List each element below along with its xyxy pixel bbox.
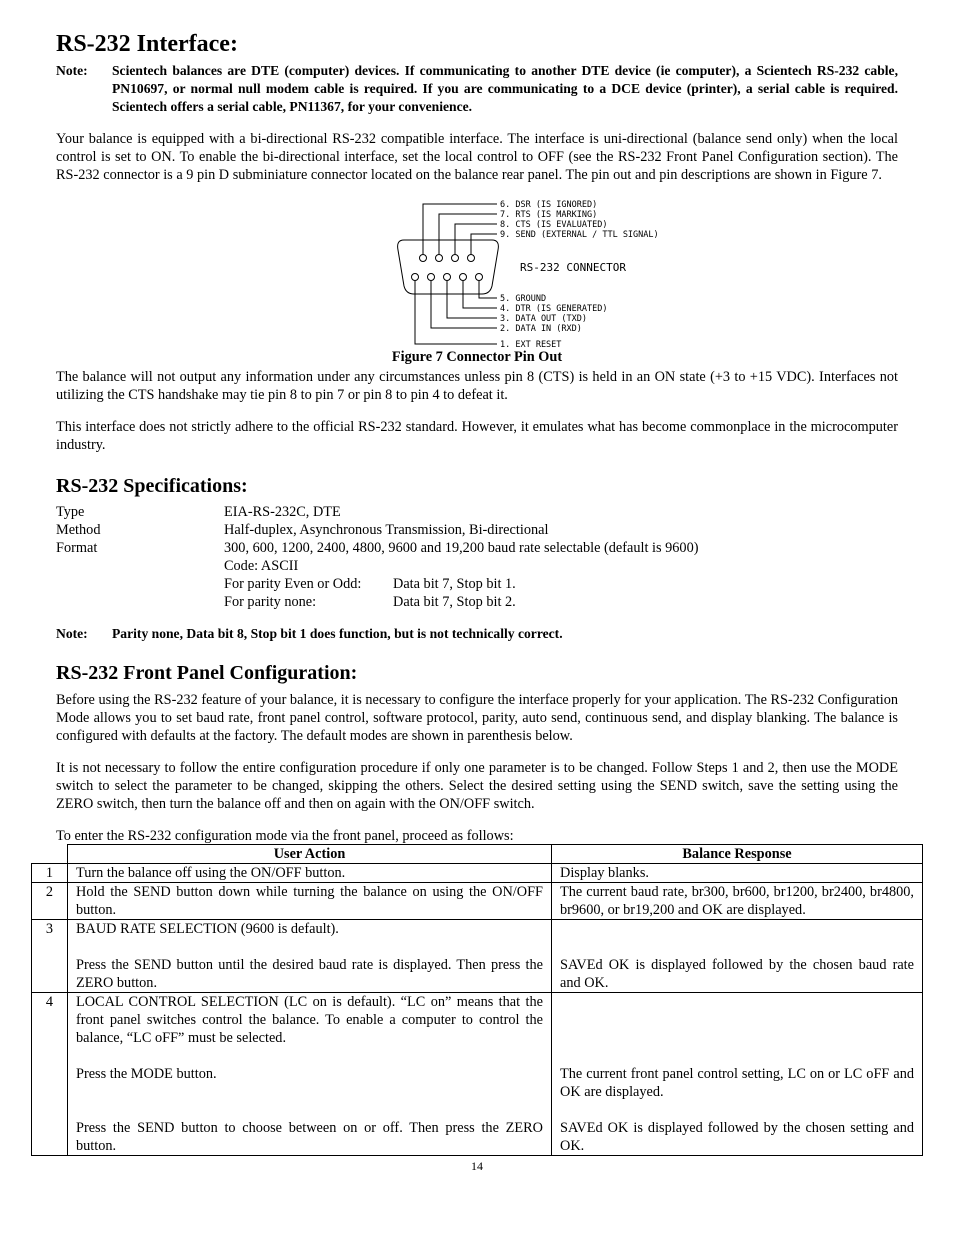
step-number: 4 — [32, 993, 68, 1156]
pin-1-label: 1. EXT RESET — [500, 340, 562, 350]
intro-paragraph: Your balance is equipped with a bi-directional RS-232 compatible interface. The interface is uni-directional (balance send only) when the local control is set to ON. To enable the bi-directional interface, set the local control to OFF (see the RS-232 Front Panel Configuration section). The RS-232 connector is a 9 pin D subminiature connector located on the balance rear panel. The pin out and pin descriptions are shown in Figure 7. — [56, 131, 898, 183]
step-action-title: BAUD RATE SELECTION (9600 is default). — [76, 921, 339, 937]
note-label: Note: — [56, 63, 88, 78]
step-number: 2 — [32, 883, 68, 920]
step-action: Turn the balance off using the ON/OFF button. — [68, 864, 552, 883]
spec-code: Code: ASCII — [224, 558, 299, 574]
note-text: Scientech balances are DTE (computer) devices. If communicating to another DTE device (ie computer), a Scientech RS-232 cable, PN10697, or normal null modem cable is required. If you are communicating to a DCE device (printer), a serial cable is required. Scientech offers a serial cable, PN11367, for your convenience. — [112, 63, 898, 114]
spec-parity-none-label: For parity none: — [224, 594, 317, 610]
configuration-heading: RS-232 Front Panel Configuration: — [56, 662, 358, 684]
table-header-response: Balance Response — [552, 845, 923, 864]
standard-paragraph: This interface does not strictly adhere to the official RS-232 standard. However, it emulates what has become commonplace in the microcomputer industry. — [56, 419, 898, 453]
step-response — [552, 920, 923, 993]
connector-pinout-diagram — [342, 198, 672, 350]
specifications-list — [56, 503, 898, 611]
table-row — [32, 883, 923, 920]
spec-type-label: Type — [56, 504, 85, 520]
spec-format-value: 300, 600, 1200, 2400, 4800, 9600 and 19,200 baud rate selectable (default is 9600) — [224, 540, 699, 556]
spec-method-label: Method — [56, 522, 101, 538]
spec-format-label: Format — [56, 540, 98, 556]
step-response — [552, 993, 923, 1156]
step-action-instruction: Press the SEND button to choose between on or off. Then press the ZERO button. — [76, 1120, 543, 1154]
step-response-text: The current front panel control setting, LC on or LC oFF and OK are displayed. — [560, 1066, 914, 1100]
step-action: Hold the SEND button down while turning the balance on using the ON/OFF button. — [68, 883, 552, 920]
pin-8-label: 8. CTS (IS EVALUATED) — [500, 220, 608, 230]
table-header-action: User Action — [68, 845, 552, 864]
note-parity — [56, 625, 898, 643]
spec-parity-none-value: Data bit 7, Stop bit 2. — [393, 594, 516, 610]
connector-label: RS-232 CONNECTOR — [520, 261, 626, 274]
step-number: 1 — [32, 864, 68, 883]
spec-parity-eo-value: Data bit 7, Stop bit 1. — [393, 576, 516, 592]
page-title: RS-232 Interface: — [56, 31, 238, 57]
configuration-paragraph: Before using the RS-232 feature of your balance, it is necessary to configure the interface properly for your application. The RS-232 Configuration Mode allows you to set baud rate, front panel control, software protocol, parity, auto send, continuous send, and display blanking. The balance is configured with defaults at the factory. The default modes are shown in parenthesis below. — [56, 692, 898, 744]
step-action — [68, 920, 552, 993]
step-action-instruction: Press the MODE button. — [76, 1066, 217, 1082]
step-number: 3 — [32, 920, 68, 993]
pin-4-label: 4. DTR (IS GENERATED) — [500, 304, 608, 314]
spec-method-value: Half-duplex, Asynchronous Transmission, Bi-directional — [224, 522, 549, 538]
note-text: Parity none, Data bit 8, Stop bit 1 does function, but is not technically correct. — [112, 626, 563, 641]
procedure-paragraph: It is not necessary to follow the entire configuration procedure if only one parameter is to be changed. Follow Steps 1 and 2, then use the MODE switch to select the parameter to be changed, skipping the others. Select the desired setting using the SEND switch, save the setting using the ZERO switch, then turn the balance off and then on again with the ON/OFF switch. — [56, 760, 898, 812]
cts-paragraph: The balance will not output any information under any circumstances unless pin 8 (CTS) is held in an ON state (+3 to +15 VDC). Interfaces not utilizing the CTS handshake may tie pin 8 to pin 7 or pin 8 to pin 4 to defeat it. — [56, 369, 898, 403]
pin-9-label: 9. SEND (EXTERNAL / TTL SIGNAL) — [500, 230, 659, 240]
pin-7-label: 7. RTS (IS MARKING) — [500, 210, 598, 220]
figure-caption: Figure 7 Connector Pin Out — [391, 349, 563, 365]
specifications-heading: RS-232 Specifications: — [56, 475, 248, 497]
spec-type-value: EIA-RS-232C, DTE — [224, 504, 341, 520]
step-response-text: SAVEd OK is displayed followed by the chosen setting and OK. — [560, 1120, 914, 1154]
note-cable — [56, 62, 898, 116]
step-response-text: SAVEd OK is displayed followed by the chosen baud rate and OK. — [560, 957, 914, 991]
configuration-steps-table — [31, 844, 923, 1156]
table-header-num — [32, 845, 68, 864]
table-row — [32, 920, 923, 993]
table-row — [32, 864, 923, 883]
enter-mode-paragraph: To enter the RS-232 configuration mode via the front panel, proceed as follows: — [56, 828, 514, 844]
step-action — [68, 993, 552, 1156]
table-row — [32, 993, 923, 1156]
pin-6-label: 6. DSR (IS IGNORED) — [500, 200, 598, 210]
spec-parity-eo-label: For parity Even or Odd: — [224, 576, 362, 592]
pin-3-label: 3. DATA OUT (TXD) — [500, 314, 587, 324]
step-response: Display blanks. — [552, 864, 923, 883]
pin-5-label: 5. GROUND — [500, 294, 547, 304]
step-action-title: LOCAL CONTROL SELECTION (LC on is default). “LC on” means that the front panel switches control the balance. To enable a computer to control the balance, “LC oFF” must be selected. — [76, 994, 543, 1046]
step-response: The current baud rate, br300, br600, br1200, br2400, br4800, br9600, or br19,200 and OK are displayed. — [552, 883, 923, 920]
pin-2-label: 2. DATA IN (RXD) — [500, 324, 582, 334]
page-number: 14 — [471, 1159, 483, 1173]
table-header-row — [32, 845, 923, 864]
step-action-instruction: Press the SEND button until the desired baud rate is displayed. Then press the ZERO button. — [76, 957, 543, 991]
note-label: Note: — [56, 626, 88, 641]
